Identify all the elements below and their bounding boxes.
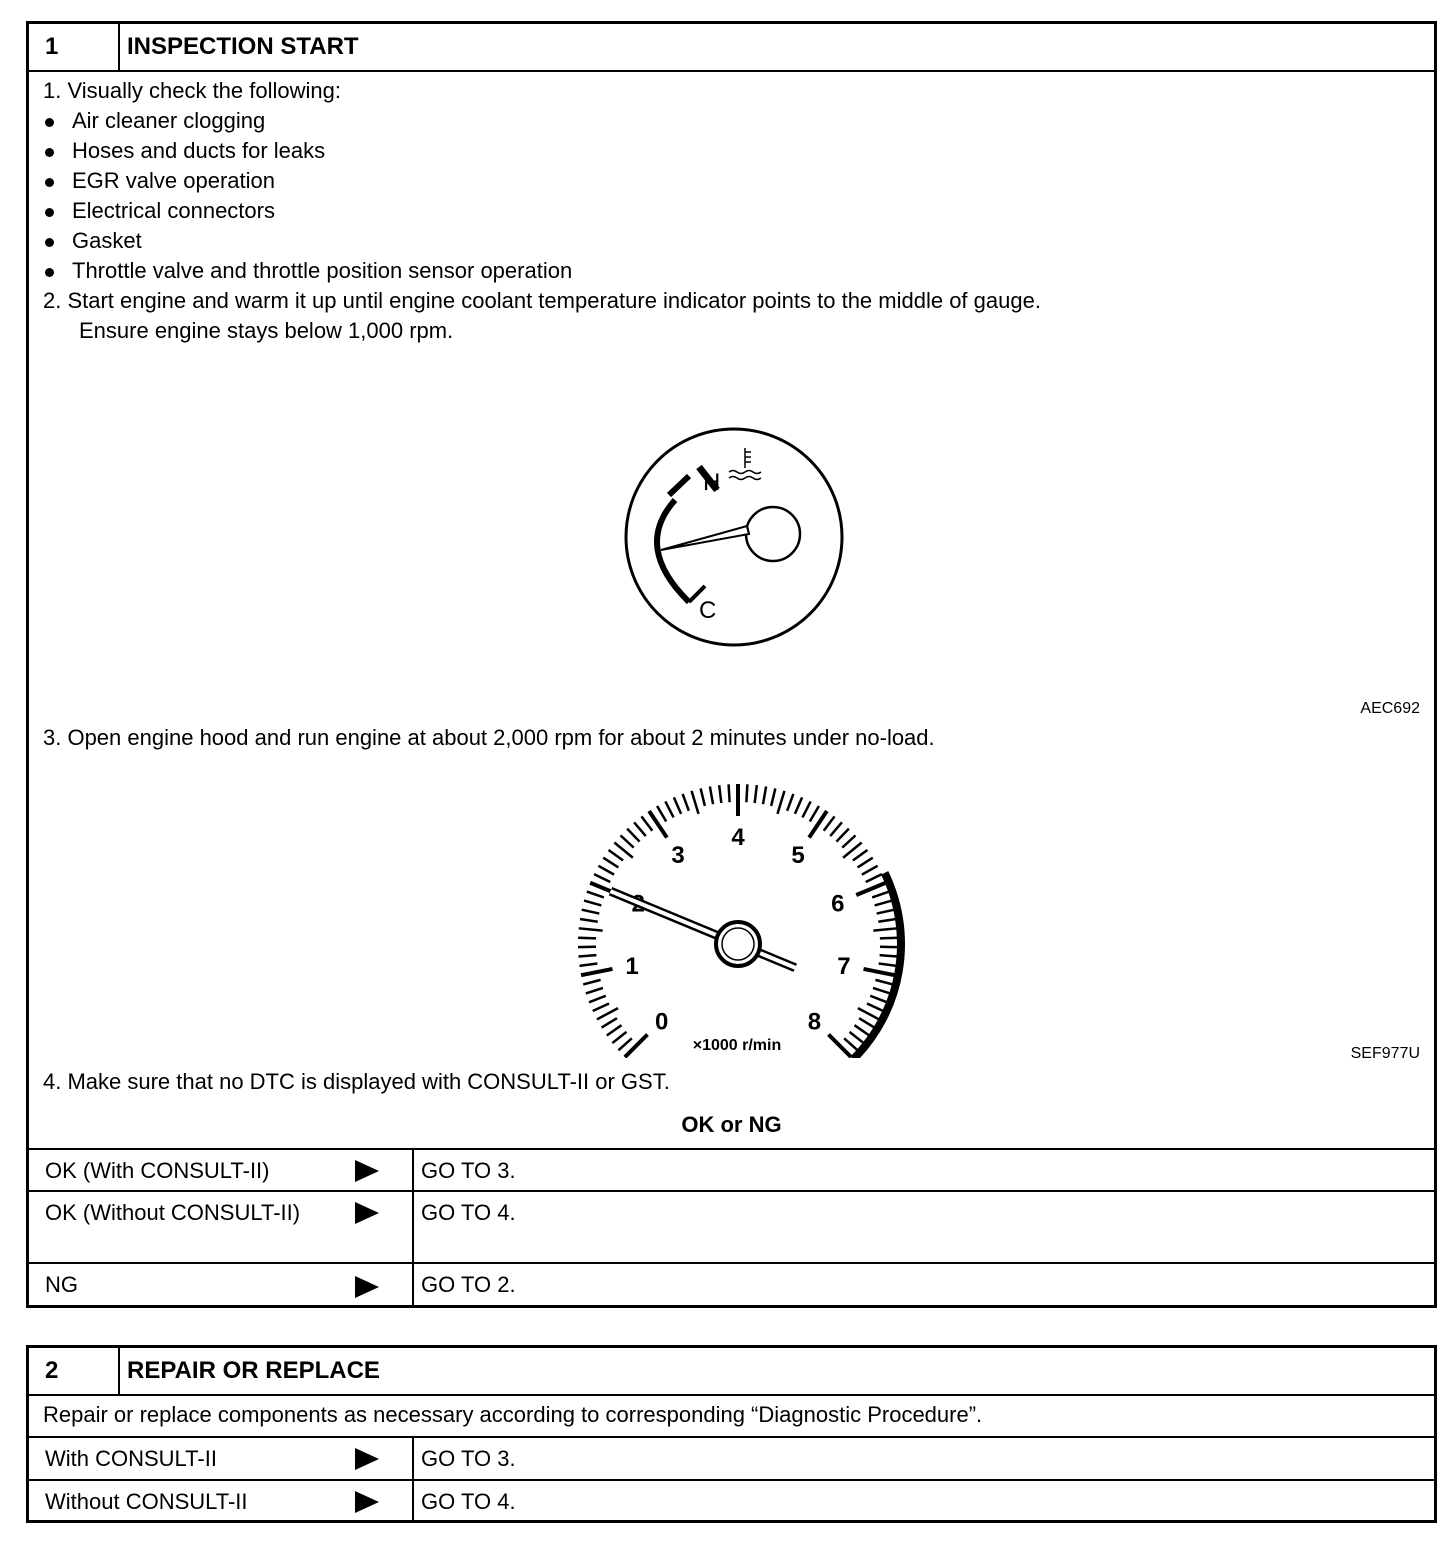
tachometer-tick [853, 850, 868, 861]
tachometer-tick [854, 1025, 869, 1035]
repair-description: Repair or replace components as necessary according to corresponding “Diagnostic Procedure”. [43, 1402, 983, 1427]
tachometer-tick [657, 806, 666, 822]
result-condition: OK (Without CONSULT-II) [45, 1200, 301, 1225]
tachometer-tick [829, 1035, 852, 1058]
tachometer-tick [850, 1032, 864, 1043]
check-item: EGR valve operation [72, 166, 275, 196]
tachometer-tick [578, 955, 596, 956]
tachometer-tick [872, 892, 889, 898]
tachometer-tick [875, 901, 892, 906]
result-row [29, 1262, 1434, 1307]
tachometer-tick [701, 788, 705, 806]
figure-id-aec692: AEC692 [1360, 700, 1420, 717]
step-2-instruction: 2. Start engine and warm it up until engine coolant temperature indicator points to the middle of gauge. [43, 288, 1041, 313]
result-row [29, 1479, 1434, 1522]
tachometer-tick [612, 1032, 626, 1043]
check-item: Throttle valve and throttle position sensor operation [72, 256, 572, 286]
step-1-number: 1 [29, 24, 120, 70]
tachometer-tick [880, 955, 898, 956]
tachometer-tick [842, 835, 855, 847]
visual-check-intro: 1. Visually check the following: [43, 78, 341, 103]
tachometer-tick [836, 829, 848, 842]
arrow-right-icon [355, 1276, 379, 1298]
tachometer-tick [867, 1003, 883, 1011]
tachometer-tick [719, 785, 721, 803]
tachometer-tick [625, 1035, 648, 1058]
arrow-right-icon [355, 1448, 379, 1470]
tachometer-tick [578, 938, 596, 939]
tachometer-tick [597, 1008, 618, 1019]
temp-gauge-hot-label: H [703, 469, 721, 496]
tachometer-tick [824, 816, 835, 830]
result-row [29, 1190, 1434, 1262]
tachometer-label: 3 [671, 842, 685, 870]
coolant-temperature-gauge [617, 422, 847, 652]
step-2-number: 2 [29, 1348, 120, 1394]
tachometer-tick [755, 785, 757, 803]
tachometer-tick [580, 963, 598, 965]
tachometer-tick [649, 811, 667, 838]
tachometer-tick [692, 791, 699, 814]
tachometer-tick [607, 1025, 622, 1035]
tachometer-tick [586, 988, 603, 994]
tachometer-unit-label: ×1000 r/min [692, 1037, 782, 1054]
step-2-repair-or-replace [26, 1345, 1437, 1523]
tachometer-label: 6 [831, 890, 845, 918]
tachometer-tick [787, 794, 793, 811]
tachometer-tick [873, 988, 890, 994]
ok-or-ng-heading: OK or NG [681, 1112, 782, 1137]
tachometer-tick [587, 892, 604, 898]
tachometer-tick [810, 806, 819, 822]
arrow-right-icon [355, 1160, 379, 1182]
tachometer-label: 7 [837, 953, 851, 981]
tachometer-tick [802, 801, 810, 817]
tachometer-tick [579, 928, 603, 930]
check-item: Hoses and ducts for leaks [72, 136, 325, 166]
arrow-right-icon [355, 1202, 379, 1224]
tachometer-tick [609, 850, 624, 861]
tachometer-tick [621, 835, 634, 847]
tachometer-tick [603, 858, 618, 868]
tachometer-tick [830, 822, 842, 836]
tachometer-tick [602, 1018, 617, 1027]
tachometer-tick [580, 919, 598, 922]
check-item: Gasket [72, 226, 142, 256]
tachometer-tick [746, 784, 747, 802]
tachometer-tick [710, 786, 713, 804]
step-1-title: INSPECTION START [127, 33, 359, 60]
result-action: GO TO 4. [421, 1489, 516, 1514]
tachometer-tick [878, 919, 896, 922]
tachometer-tick [582, 910, 600, 914]
tachometer-tick [880, 938, 898, 939]
tachometer-tick [763, 786, 766, 804]
result-action: GO TO 2. [421, 1272, 516, 1297]
temp-gauge-cold-label: C [699, 597, 717, 624]
check-item: Electrical connectors [72, 196, 275, 226]
tachometer-tick [665, 801, 673, 817]
tachometer-tick [862, 866, 878, 875]
tachometer-tick [777, 791, 784, 814]
tachometer-tick [584, 901, 601, 906]
tachometer-tick [598, 866, 614, 875]
tachometer-tick [618, 1038, 631, 1050]
tachometer-gauge [527, 768, 927, 1058]
tachometer-label: 8 [807, 1008, 822, 1036]
tachometer-tick [627, 829, 639, 842]
tachometer-tick [864, 969, 895, 975]
tachometer-tick [683, 794, 689, 811]
tachometer-label: 1 [625, 953, 639, 981]
tachometer-tick [634, 822, 646, 836]
tachometer-tick [858, 858, 873, 868]
tachometer-tick [581, 969, 612, 975]
result-row [29, 1436, 1434, 1479]
tachometer-tick [641, 816, 652, 830]
check-item: Air cleaner clogging [72, 106, 265, 136]
result-condition: With CONSULT-II [45, 1446, 217, 1471]
arrow-right-icon [355, 1491, 379, 1513]
result-action: GO TO 3. [421, 1446, 516, 1471]
tachometer-tick [795, 797, 802, 813]
step-4-instruction: 4. Make sure that no DTC is displayed with CONSULT-II or GST. [43, 1069, 670, 1094]
result-row [29, 1148, 1434, 1190]
tachometer-label: 5 [791, 842, 805, 870]
tachometer-tick [870, 996, 887, 1003]
tachometer-tick [844, 1038, 857, 1050]
tachometer-tick [771, 788, 775, 806]
tachometer-label: 4 [731, 824, 745, 851]
result-condition: NG [45, 1272, 78, 1297]
result-action: GO TO 3. [421, 1158, 516, 1183]
tachometer-tick [875, 980, 892, 985]
step-2-header [29, 1348, 1434, 1396]
tachometer-tick [583, 980, 600, 985]
figure-id-sef977u: SEF977U [1350, 1045, 1420, 1062]
step-3-instruction: 3. Open engine hood and run engine at about 2,000 rpm for about 2 minutes under no-load. [43, 725, 935, 750]
result-condition: OK (With CONSULT-II) [45, 1158, 270, 1183]
tachometer-tick [593, 1003, 609, 1011]
tachometer-tick [858, 1008, 879, 1019]
tachometer-tick [589, 996, 606, 1003]
step-2-instruction-note: Ensure engine stays below 1,000 rpm. [79, 318, 454, 343]
tachometer-tick [866, 874, 882, 882]
tachometer-tick [729, 784, 730, 802]
tachometer-tick [879, 963, 897, 965]
step-1-header [29, 24, 1434, 72]
step-2-title: REPAIR OR REPLACE [127, 1357, 380, 1384]
tachometer-tick [594, 874, 610, 882]
tachometer-tick [859, 1018, 874, 1027]
result-condition: Without CONSULT-II [45, 1489, 248, 1514]
result-action: GO TO 4. [421, 1200, 516, 1225]
tachometer-tick [809, 811, 827, 838]
tachometer-tick [877, 910, 895, 914]
tachometer-label: 0 [654, 1008, 669, 1036]
step-1-inspection-start [26, 21, 1437, 1308]
tachometer-tick [674, 797, 681, 813]
tachometer-tick [873, 928, 897, 930]
